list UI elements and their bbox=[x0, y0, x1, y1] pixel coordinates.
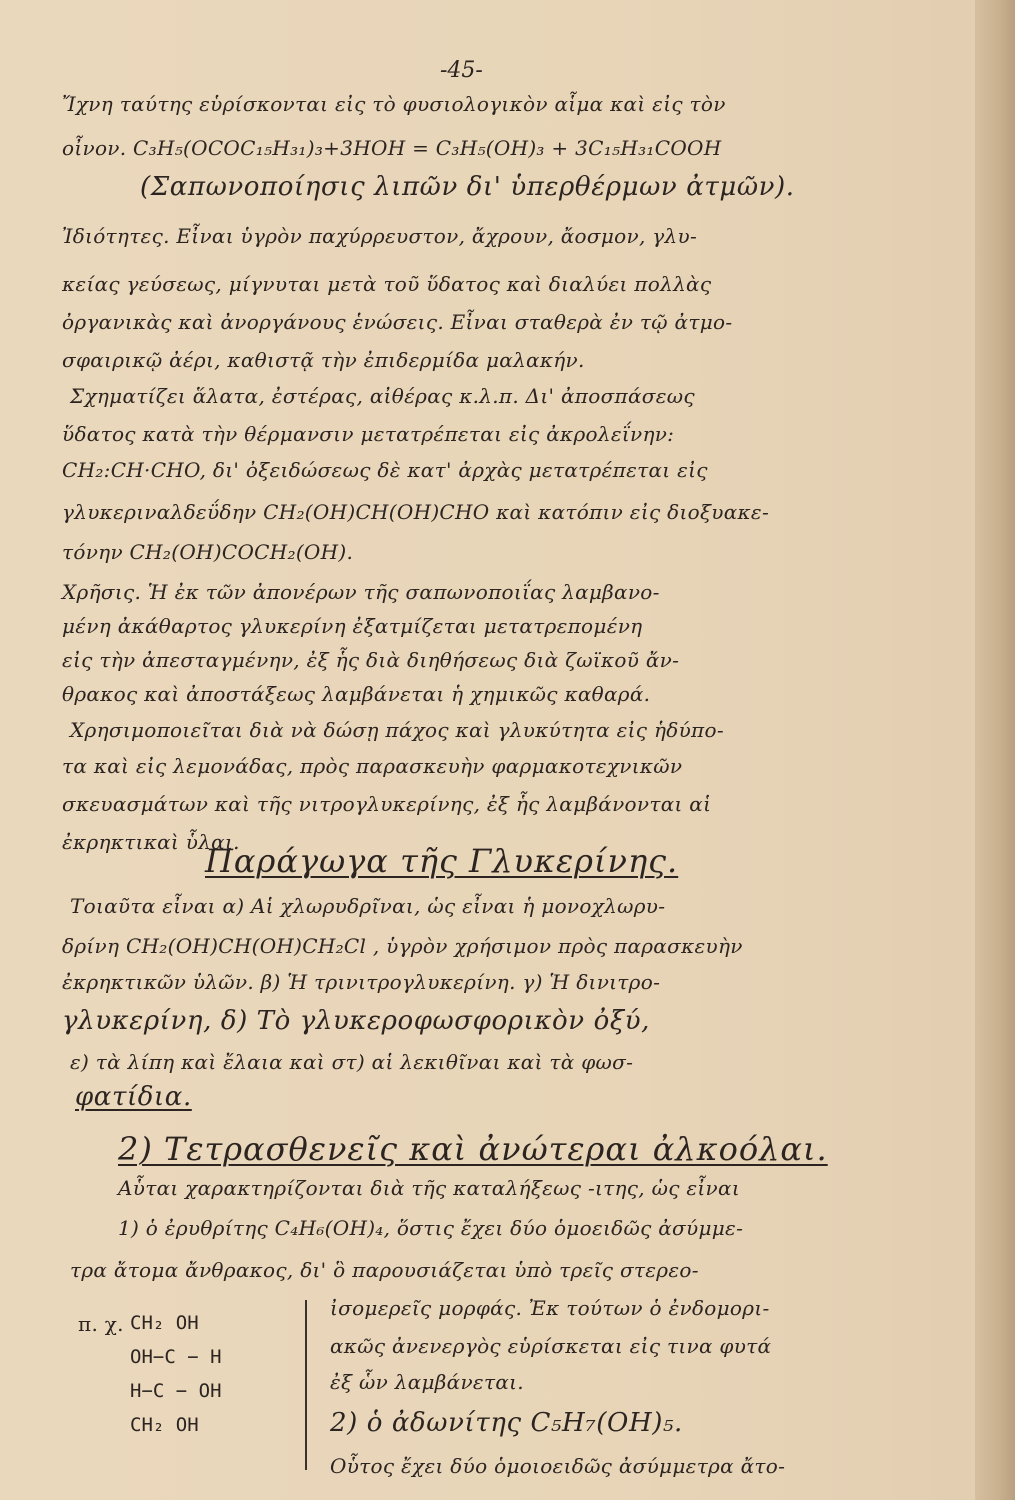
text-line: ακῶς ἀνενεργὸς εὑρίσκεται εἰς τινα φυτά bbox=[330, 1334, 772, 1358]
formula-row: CH₂ OH bbox=[130, 1312, 199, 1334]
text-line: τα καὶ εἰς λεμονάδας, πρὸς παρασκευὴν φαρμακοτεχνικῶν bbox=[62, 754, 683, 778]
text-line: Τοιαῦτα εἶναι α) Αἱ χλωρυδρῖναι, ὡς εἶναι ἡ μονοχλωρυ- bbox=[70, 894, 666, 918]
text-line: γλυκεριναλδεΰδην CH₂(OH)CH(OH)CHO καὶ κατόπιν εἰς διοξυακε- bbox=[62, 500, 770, 524]
section-title-glycerin-derivatives: Παράγωγα τῆς Γλυκερίνης. bbox=[205, 842, 679, 880]
formula-divider-line bbox=[305, 1300, 307, 1470]
text-line: 2) ὁ ἀδωνίτης C₅H₇(OH)₅. bbox=[330, 1408, 683, 1438]
page-number: -45- bbox=[440, 58, 483, 83]
text-line: ὕδατος κατὰ τὴν θέρμανσιν μετατρέπεται εἰς ἀκρολεΐνην: bbox=[62, 422, 675, 446]
section-title-tetravalent-alcohols: 2) Τετρασθενεῖς καὶ ἀνώτεραι ἀλκοόλαι. bbox=[118, 1130, 828, 1168]
text-line: ἐξ ὧν λαμβάνεται. bbox=[330, 1370, 524, 1394]
formula-row: OH−C − H bbox=[130, 1346, 222, 1368]
formula-row: CH₂ OH bbox=[130, 1414, 199, 1436]
text-line: εἰς τὴν ἀπεσταγμένην, ἐξ ἧς διὰ διηθήσεως διὰ ζωϊκοῦ ἄν- bbox=[62, 648, 680, 672]
text-line: οἶνον. C₃H₅(OCOC₁₅H₃₁)₃+3HOH = C₃H₅(OH)₃ + 3C₁₅H₃₁COOH bbox=[62, 136, 722, 160]
text-line: δρίνη CH₂(OH)CH(OH)CH₂Cl , ὑγρὸν χρήσιμον πρὸς παρασκευὴν bbox=[62, 934, 743, 958]
text-line: τρα ἄτομα ἄνθρακος, δι' ὃ παρουσιάζεται ὑπὸ τρεῖς στερεο- bbox=[70, 1258, 699, 1282]
text-line: σφαιρικῷ ἀέρι, καθιστᾷ τὴν ἐπιδερμίδα μαλακήν. bbox=[62, 348, 585, 372]
text-line: φατίδια. bbox=[75, 1082, 192, 1112]
text-line: ε) τὰ λίπη καὶ ἔλαια καὶ στ) αἱ λεκιθῖναι καὶ τὰ φωσ- bbox=[70, 1050, 634, 1074]
text-line: 1) ὁ ἐρυθρίτης C₄H₆(OH)₄, ὅστις ἔχει δύο ὁμοειδῶς ἀσύμμε- bbox=[118, 1216, 744, 1240]
structural-formula bbox=[130, 1312, 222, 1448]
text-line: Αὗται χαρακτηρίζονται διὰ τῆς καταλήξεως -ιτης, ὡς εἶναι bbox=[118, 1176, 740, 1200]
text-line: ὀργανικὰς καὶ ἀνοργάνους ἑνώσεις. Εἶναι σταθερὰ ἐν τῷ ἀτμο- bbox=[62, 310, 733, 334]
section-heading-properties: Ἰδιότητες. Εἶναι ὑγρὸν παχύρρευστον, ἄχρουν, ἄοσμον, γλυ- bbox=[62, 224, 698, 248]
text-line: CH₂:CH·CHO, δι' ὀξειδώσεως δὲ κατ' ἀρχὰς μετατρέπεται εἰς bbox=[62, 458, 708, 482]
text-line: κείας γεύσεως, μίγνυται μετὰ τοῦ ὕδατος καὶ διαλύει πολλὰς bbox=[62, 272, 712, 296]
text-line: τόνην CH₂(OH)COCH₂(OH). bbox=[62, 540, 354, 564]
page-binding-shadow bbox=[975, 0, 1015, 1500]
text-line: γλυκερίνη, δ) Τὸ γλυκεροφωσφορικὸν ὀξύ, bbox=[62, 1006, 651, 1036]
formula-row: H−C − OH bbox=[130, 1380, 222, 1402]
text-line: Σχηματίζει ἅλατα, ἐστέρας, αἰθέρας κ.λ.π. Δι' ἀποσπάσεως bbox=[70, 384, 695, 408]
section-heading-uses: Χρῆσις. Ἡ ἐκ τῶν ἀπονέρων τῆς σαπωνοποιΐας λαμβανο- bbox=[62, 580, 660, 604]
text-line: ἐκρηκτικαὶ ὗλαι. bbox=[62, 830, 240, 854]
text-line: Χρησιμοποιεῖται διὰ νὰ δώσῃ πάχος καὶ γλυκύτητα εἰς ἡδύπο- bbox=[70, 718, 724, 742]
text-line: (Σαπωνοποίησις λιπῶν δι' ὑπερθέρμων ἀτμῶν). bbox=[140, 172, 795, 202]
text-line: ἰσομερεῖς μορφάς. Ἐκ τούτων ὁ ἐνδομορι- bbox=[330, 1296, 770, 1320]
text-line: μένη ἀκάθαρτος γλυκερίνη ἐξατμίζεται μετατρεπομένη bbox=[62, 614, 643, 638]
text-line: Οὗτος ἔχει δύο ὁμοιοειδῶς ἀσύμμετρα ἄτο- bbox=[330, 1454, 786, 1478]
text-line: Ἴχνη ταύτης εὑρίσκονται εἰς τὸ φυσιολογικὸν αἷμα καὶ εἰς τὸν bbox=[62, 92, 726, 116]
text-line: σκευασμάτων καὶ τῆς νιτρογλυκερίνης, ἐξ ἧς λαμβάνονται αἱ bbox=[62, 792, 712, 816]
text-line: θρακος καὶ ἀποστάξεως λαμβάνεται ἡ χημικῶς καθαρά. bbox=[62, 682, 651, 706]
formula-prefix: π. χ. bbox=[78, 1312, 124, 1336]
text-line: ἐκρηκτικῶν ὑλῶν. β) Ἡ τρινιτρογλυκερίνη. γ) Ἡ δινιτρο- bbox=[62, 970, 661, 994]
